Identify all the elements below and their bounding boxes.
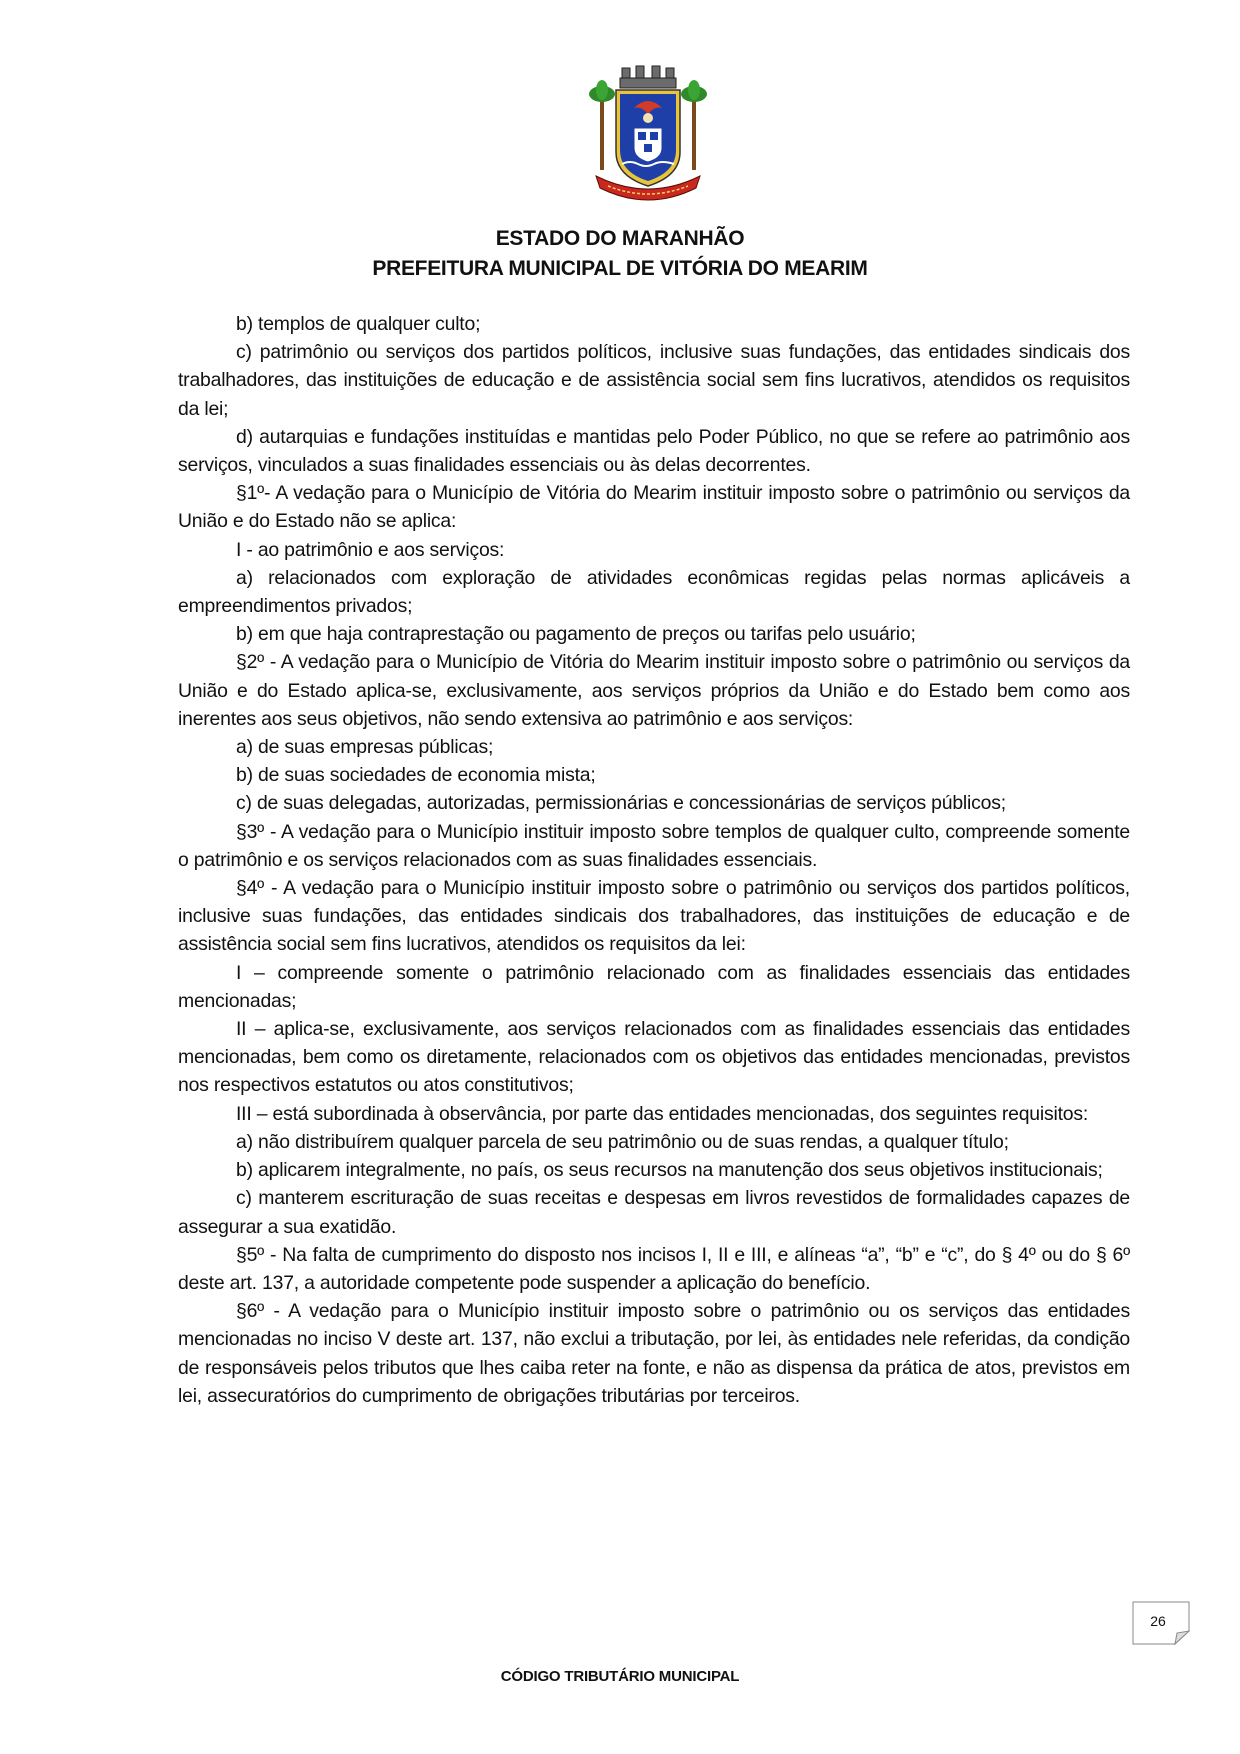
document-header <box>0 224 1240 284</box>
paragraph: b) de suas sociedades de economia mista; <box>236 764 596 787</box>
header-municipality: PREFEITURA MUNICIPAL DE VITÓRIA DO MEARIM <box>372 257 868 280</box>
header-state: ESTADO DO MARANHÃO <box>495 227 745 250</box>
document-body <box>178 310 1130 1410</box>
paragraph: §6º - A vedação para o Município instituir imposto sobre o patrimônio ou os serviços das entidades mencionadas no inciso V deste art. 137, não exclui a tributação, por lei, às entidades nele referidas, da condição de responsáveis pelos tributos que lhes caiba reter na fonte, e não as dispensa da prática de atos, previstos em lei, assecuratórios do cumprimento de obrigações tributárias por terceiros. <box>178 1300 1130 1407</box>
paragraph: §4º - A vedação para o Município instituir imposto sobre o patrimônio ou serviços dos partidos políticos, inclusive suas fundações, das entidades sindicais dos trabalhadores, das instituições de educação e de assistência social sem fins lucrativos, atendidos os requisitos da lei: <box>178 877 1130 956</box>
paragraph: I – compreende somente o patrimônio relacionado com as finalidades essenciais das entidades mencionadas; <box>178 961 1130 1012</box>
paragraph: b) em que haja contraprestação ou pagamento de preços ou tarifas pelo usuário; <box>236 623 916 646</box>
paragraph: c) manterem escrituração de suas receitas e despesas em livros revestidos de formalidades capazes de assegurar a sua exatidão. <box>178 1187 1130 1238</box>
paragraph: a) de suas empresas públicas; <box>236 736 494 759</box>
page-number: 26 <box>1150 1613 1166 1629</box>
paragraph: §1º- A vedação para o Município de Vitória do Mearim instituir imposto sobre o patrimônio ou serviços da União e do Estado não se aplica: <box>178 482 1130 533</box>
document-footer: CÓDIGO TRIBUTÁRIO MUNICIPAL <box>500 1668 740 1685</box>
paragraph: §2º - A vedação para o Município de Vitória do Mearim instituir imposto sobre o patrimônio ou serviços da União e do Estado aplica-se, exclusivamente, aos serviços próprios da União e do Estado bem como aos inerentes aos seus objetivos, não sendo extensiva ao patrimônio e aos serviços: <box>178 651 1130 730</box>
paragraph: c) patrimônio ou serviços dos partidos políticos, inclusive suas fundações, das entidades sindicais dos trabalhadores, das instituições de educação e de assistência social sem fins lucrativos, atendidos os requisitos da lei; <box>178 341 1130 420</box>
paragraph: b) aplicarem integralmente, no país, os seus recursos na manutenção dos seus objetivos institucionais; <box>236 1159 1103 1182</box>
paragraph: §3º - A vedação para o Município instituir imposto sobre templos de qualquer culto, compreende somente o patrimônio e os serviços relacionados com as suas finalidades essenciais. <box>178 820 1130 871</box>
paragraph: III – está subordinada à observância, por parte das entidades mencionadas, dos seguintes requisitos: <box>236 1102 1089 1125</box>
paragraph: d) autarquias e fundações instituídas e mantidas pelo Poder Público, no que se refere ao patrimônio aos serviços, vinculados a suas finalidades essenciais ou às delas decorrentes. <box>178 425 1130 477</box>
paragraph: a) relacionados com exploração de atividades econômicas regidas pelas normas aplicáveis a empreendimentos privados; <box>178 566 1130 618</box>
paragraph: b) templos de qualquer culto; <box>236 313 481 335</box>
paragraph: II – aplica-se, exclusivamente, aos serviços relacionados com as finalidades essenciais das entidades mencionadas, bem como os diretamente, relacionados com os objetivos das entidades mencionadas, previstos nos respectivos estatutos ou atos constitutivos; <box>178 1018 1130 1097</box>
municipal-coat-of-arms <box>586 64 710 212</box>
paragraph: I - ao patrimônio e aos serviços: <box>236 538 505 561</box>
paragraph: §5º - Na falta de cumprimento do disposto nos incisos I, II e III, e alíneas “a”, “b” e “c”, do § 4º ou do § 6º deste art. 137, a autoridade competente pode suspender a aplicação do benefício. <box>178 1243 1130 1294</box>
paragraph: a) não distribuírem qualquer parcela de seu patrimônio ou de suas rendas, a qualquer título; <box>236 1130 1009 1153</box>
paragraph: c) de suas delegadas, autorizadas, permissionárias e concessionárias de serviços públicos; <box>236 792 1006 815</box>
